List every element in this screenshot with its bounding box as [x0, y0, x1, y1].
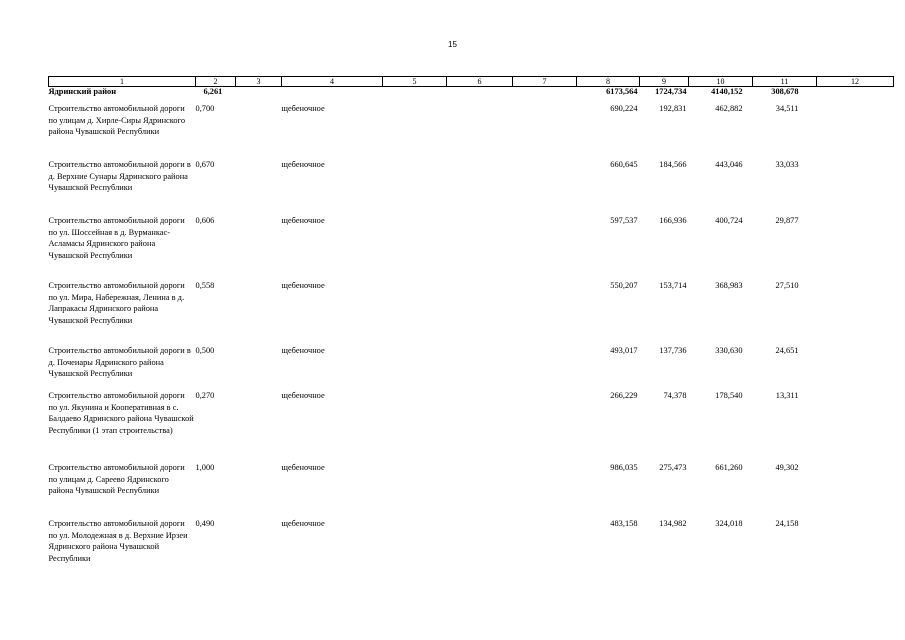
cost-col9: 134,982 [659, 519, 687, 528]
road-name: Строительство автомобильной дороги по улицам д. Хирле-Сиры Ядринского района Чувашской Республики [48, 104, 186, 137]
column-number-10: 10 [689, 77, 753, 87]
road-name: Строительство автомобильной дороги по ул. Якунина и Кооперативная в с. Балдаево Ядринского района Чувашской Республики (1 этап строительства) [48, 391, 194, 435]
column-number-11: 11 [753, 77, 817, 87]
region-name: Ядринский район [48, 87, 117, 96]
surface-type: щебеночное [281, 160, 325, 169]
surface-type: щебеночное [281, 391, 325, 400]
surface-type: щебеночное [281, 519, 325, 528]
road-length: 0,700 [195, 104, 215, 113]
table-row [49, 211, 894, 276]
region-col10: 4140,152 [711, 87, 743, 96]
surface-type: щебеночное [281, 216, 325, 225]
road-name: Строительство автомобильной дороги в д. Почеиары Ядринского района Чувашской Республики [48, 346, 191, 379]
cost-col11: 49,302 [775, 463, 799, 472]
table-row [49, 514, 894, 570]
cost-col10: 178,540 [715, 391, 743, 400]
cost-col8: 483,158 [610, 519, 638, 528]
cost-col9: 137,736 [659, 346, 687, 355]
cost-col10: 400,724 [715, 216, 743, 225]
road-name: Строительство автомобильной дороги по улицам д. Сареево Ядринского района Чувашской Республики [48, 463, 185, 496]
road-length: 0,606 [195, 216, 215, 225]
table-row [49, 276, 894, 341]
region-row [49, 87, 894, 100]
road-length: 0,670 [195, 160, 215, 169]
road-length: 0,490 [195, 519, 215, 528]
column-number-9: 9 [640, 77, 689, 87]
cost-col10: 324,018 [715, 519, 743, 528]
cost-col8: 597,537 [610, 216, 638, 225]
surface-type: щебеночное [281, 281, 325, 290]
cost-col8: 493,017 [610, 346, 638, 355]
column-number-5: 5 [383, 77, 447, 87]
cost-col9: 153,714 [659, 281, 687, 290]
surface-type: щебеночное [281, 463, 325, 472]
cost-col10: 368,983 [715, 281, 743, 290]
column-number-6: 6 [447, 77, 513, 87]
cost-col8: 660,645 [610, 160, 638, 169]
cost-col9: 74,378 [663, 391, 687, 400]
cost-col9: 275,473 [659, 463, 687, 472]
cost-col8: 986,035 [610, 463, 638, 472]
table-row [49, 458, 894, 514]
cost-col11: 24,651 [775, 346, 799, 355]
cost-col11: 24,158 [775, 519, 799, 528]
table-row [49, 341, 894, 386]
road-name: Строительство автомобильной дороги в д. Верхние Сунары Ядринского района Чувашской Республики [48, 160, 191, 193]
road-name: Строительство автомобильной дороги по ул. Молодежная в д. Верхние Ирзеи Ядринского района Чувашской Республики [48, 519, 188, 563]
road-length: 0,500 [195, 346, 215, 355]
region-length: 6,261 [203, 87, 223, 96]
cost-col10: 661,260 [715, 463, 743, 472]
column-number-row [49, 77, 894, 87]
cost-col9: 184,566 [659, 160, 687, 169]
region-col9: 1724,734 [655, 87, 687, 96]
surface-type: щебеночное [281, 346, 325, 355]
cost-col9: 192,831 [659, 104, 687, 113]
construction-table [48, 76, 894, 570]
cost-col8: 690,224 [610, 104, 638, 113]
table-row [49, 386, 894, 458]
road-name: Строительство автомобильной дороги по ул. Мира, Набережная, Ленина в д. Лапракасы Ядринского района Чувашской Республики [48, 281, 185, 325]
cost-col11: 29,877 [775, 216, 799, 225]
cost-col11: 27,510 [775, 281, 799, 290]
column-number-1: 1 [49, 77, 196, 87]
region-col8: 6173,564 [606, 87, 638, 96]
column-number-3: 3 [236, 77, 282, 87]
road-name: Строительство автомобильной дороги по ул. Шоссейная в д. Вурманкас-Асламасы Ядринского района Чувашской Республики [48, 216, 185, 260]
cost-col10: 443,046 [715, 160, 743, 169]
road-length: 1,000 [195, 463, 215, 472]
table-row [49, 155, 894, 211]
column-number-2: 2 [196, 77, 236, 87]
cost-col10: 462,882 [715, 104, 743, 113]
cost-col9: 166,936 [659, 216, 687, 225]
road-length: 0,558 [195, 281, 215, 290]
cost-col8: 266,229 [610, 391, 638, 400]
region-col11: 308,678 [771, 87, 799, 96]
column-number-8: 8 [577, 77, 640, 87]
surface-type: щебеночное [281, 104, 325, 113]
column-number-12: 12 [817, 77, 894, 87]
column-number-4: 4 [282, 77, 383, 87]
cost-col8: 550,207 [610, 281, 638, 290]
column-number-7: 7 [513, 77, 577, 87]
cost-col10: 330,630 [715, 346, 743, 355]
cost-col11: 34,511 [775, 104, 799, 113]
cost-col11: 33,033 [775, 160, 799, 169]
road-length: 0,270 [195, 391, 215, 400]
table-row [49, 99, 894, 155]
page-number: 15 [448, 40, 457, 49]
cost-col11: 13,311 [775, 391, 799, 400]
